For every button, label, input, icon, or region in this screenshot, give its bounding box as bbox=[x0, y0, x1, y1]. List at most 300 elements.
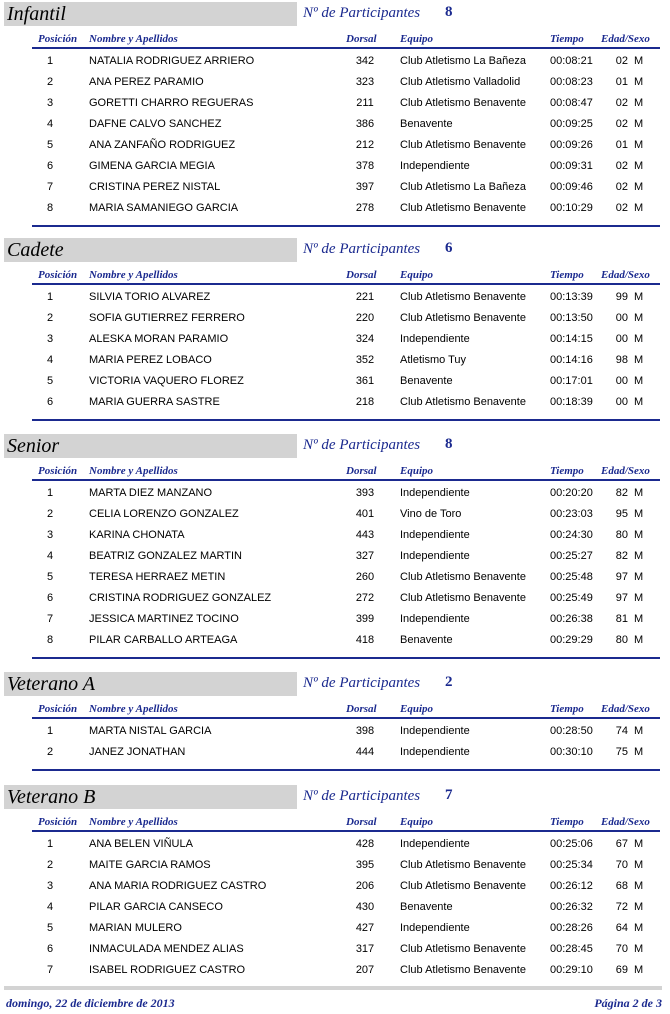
time-cell: 00:10:29 bbox=[550, 202, 593, 214]
name-cell: CRISTINA RODRIGUEZ GONZALEZ bbox=[89, 592, 272, 604]
time-cell: 00:08:23 bbox=[550, 76, 593, 88]
dorsal-cell: 401 bbox=[355, 508, 375, 520]
sex-cell: M bbox=[634, 634, 644, 646]
table-header bbox=[0, 33, 670, 46]
dorsal-cell: 323 bbox=[355, 76, 375, 88]
time-cell: 00:14:16 bbox=[550, 354, 593, 366]
time-cell: 00:13:39 bbox=[550, 291, 593, 303]
sex-cell: M bbox=[634, 964, 644, 976]
time-cell: 00:23:03 bbox=[550, 508, 593, 520]
section-bottom-rule bbox=[32, 657, 660, 659]
position-cell: 6 bbox=[46, 592, 54, 604]
name-cell: JESSICA MARTINEZ TOCINO bbox=[89, 613, 239, 625]
name-cell: PILAR GARCIA CANSECO bbox=[89, 901, 223, 913]
dorsal-cell: 361 bbox=[355, 375, 375, 387]
sex-cell: M bbox=[634, 725, 644, 737]
sex-cell: M bbox=[634, 943, 644, 955]
team-cell: Club Atletismo Benavente bbox=[400, 396, 526, 408]
sex-cell: M bbox=[634, 333, 644, 345]
participants-count: 6 bbox=[445, 240, 453, 256]
time-cell: 00:28:26 bbox=[550, 922, 593, 934]
age-cell: 02 bbox=[615, 118, 628, 130]
header-time: Tiempo bbox=[550, 465, 584, 477]
team-cell: Vino de Toro bbox=[400, 508, 462, 520]
dorsal-cell: 342 bbox=[355, 55, 375, 67]
age-cell: 70 bbox=[615, 943, 628, 955]
team-cell: Club Atletismo La Bañeza bbox=[400, 181, 526, 193]
name-cell: SOFIA GUTIERREZ FERRERO bbox=[89, 312, 245, 324]
table-row bbox=[0, 93, 670, 114]
name-cell: SILVIA TORIO ALVAREZ bbox=[89, 291, 211, 303]
footer-date: domingo, 22 de diciembre de 2013 bbox=[6, 996, 175, 1010]
category-title: Infantil bbox=[7, 3, 66, 25]
header-team: Equipo bbox=[400, 465, 434, 477]
age-cell: 00 bbox=[615, 312, 628, 324]
team-cell: Club Atletismo Benavente bbox=[400, 880, 526, 892]
team-cell: Benavente bbox=[400, 634, 453, 646]
header-dorsal: Dorsal bbox=[346, 703, 377, 715]
category-title: Veterano A bbox=[7, 673, 95, 695]
time-cell: 00:25:06 bbox=[550, 838, 593, 850]
name-cell: NATALIA RODRIGUEZ ARRIERO bbox=[89, 55, 255, 67]
dorsal-cell: 443 bbox=[355, 529, 375, 541]
time-cell: 00:17:01 bbox=[550, 375, 593, 387]
age-cell: 00 bbox=[615, 333, 628, 345]
header-age-sex: Edad/Sexo bbox=[601, 816, 650, 828]
header-age-sex: Edad/Sexo bbox=[601, 269, 650, 281]
dorsal-cell: 395 bbox=[355, 859, 375, 871]
age-cell: 75 bbox=[615, 746, 628, 758]
header-dorsal: Dorsal bbox=[346, 269, 377, 281]
name-cell: MAITE GARCIA RAMOS bbox=[89, 859, 211, 871]
time-cell: 00:29:10 bbox=[550, 964, 593, 976]
position-cell: 8 bbox=[46, 634, 54, 646]
position-cell: 1 bbox=[46, 838, 54, 850]
header-name: Nombre y Apellidos bbox=[89, 465, 178, 477]
sex-cell: M bbox=[634, 118, 644, 130]
name-cell: CELIA LORENZO GONZALEZ bbox=[89, 508, 239, 520]
position-cell: 2 bbox=[46, 76, 54, 88]
age-cell: 74 bbox=[615, 725, 628, 737]
age-cell: 72 bbox=[615, 901, 628, 913]
dorsal-cell: 444 bbox=[355, 746, 375, 758]
dorsal-cell: 272 bbox=[355, 592, 375, 604]
participants-label: Nº de Participantes bbox=[303, 437, 421, 453]
time-cell: 00:25:34 bbox=[550, 859, 593, 871]
name-cell: TERESA HERRAEZ METIN bbox=[89, 571, 226, 583]
team-cell: Independiente bbox=[400, 529, 470, 541]
table-row bbox=[0, 156, 670, 177]
age-cell: 70 bbox=[615, 859, 628, 871]
sex-cell: M bbox=[634, 859, 644, 871]
team-cell: Independiente bbox=[400, 746, 470, 758]
table-row bbox=[0, 308, 670, 329]
age-cell: 82 bbox=[615, 550, 628, 562]
team-cell: Club Atletismo La Bañeza bbox=[400, 55, 526, 67]
time-cell: 00:13:50 bbox=[550, 312, 593, 324]
header-time: Tiempo bbox=[550, 703, 584, 715]
table-row bbox=[0, 371, 670, 392]
age-cell: 81 bbox=[615, 613, 628, 625]
header-rule bbox=[32, 717, 660, 719]
name-cell: MARTA NISTAL GARCIA bbox=[89, 725, 212, 737]
age-cell: 00 bbox=[615, 396, 628, 408]
sex-cell: M bbox=[634, 139, 644, 151]
team-cell: Club Atletismo Benavente bbox=[400, 592, 526, 604]
name-cell: KARINA CHONATA bbox=[89, 529, 185, 541]
name-cell: MARIA GUERRA SASTRE bbox=[89, 396, 220, 408]
position-cell: 6 bbox=[46, 943, 54, 955]
time-cell: 00:29:29 bbox=[550, 634, 593, 646]
name-cell: INMACULADA MENDEZ ALIAS bbox=[89, 943, 244, 955]
team-cell: Club Atletismo Benavente bbox=[400, 859, 526, 871]
table-row bbox=[0, 855, 670, 876]
time-cell: 00:28:50 bbox=[550, 725, 593, 737]
age-cell: 01 bbox=[615, 139, 628, 151]
sex-cell: M bbox=[634, 901, 644, 913]
header-age-sex: Edad/Sexo bbox=[601, 33, 650, 45]
dorsal-cell: 218 bbox=[355, 396, 375, 408]
header-dorsal: Dorsal bbox=[346, 465, 377, 477]
name-cell: ANA PEREZ PARAMIO bbox=[89, 76, 204, 88]
header-team: Equipo bbox=[400, 703, 434, 715]
header-team: Equipo bbox=[400, 33, 434, 45]
team-cell: Independiente bbox=[400, 922, 470, 934]
dorsal-cell: 397 bbox=[355, 181, 375, 193]
participants-count: 8 bbox=[445, 4, 453, 20]
table-row bbox=[0, 721, 670, 742]
dorsal-cell: 206 bbox=[355, 880, 375, 892]
sex-cell: M bbox=[634, 550, 644, 562]
time-cell: 00:18:39 bbox=[550, 396, 593, 408]
position-cell: 1 bbox=[46, 487, 54, 499]
header-team: Equipo bbox=[400, 269, 434, 281]
header-name: Nombre y Apellidos bbox=[89, 703, 178, 715]
team-cell: Independiente bbox=[400, 487, 470, 499]
team-cell: Club Atletismo Benavente bbox=[400, 139, 526, 151]
age-cell: 68 bbox=[615, 880, 628, 892]
dorsal-cell: 428 bbox=[355, 838, 375, 850]
position-cell: 4 bbox=[46, 354, 54, 366]
category-title: Cadete bbox=[7, 239, 64, 261]
position-cell: 7 bbox=[46, 181, 54, 193]
sex-cell: M bbox=[634, 97, 644, 109]
sex-cell: M bbox=[634, 202, 644, 214]
table-row bbox=[0, 897, 670, 918]
time-cell: 00:24:30 bbox=[550, 529, 593, 541]
dorsal-cell: 398 bbox=[355, 725, 375, 737]
participants-label: Nº de Participantes bbox=[303, 675, 421, 691]
sex-cell: M bbox=[634, 291, 644, 303]
dorsal-cell: 207 bbox=[355, 964, 375, 976]
table-row bbox=[0, 630, 670, 651]
table-row bbox=[0, 198, 670, 219]
name-cell: CRISTINA PEREZ NISTAL bbox=[89, 181, 221, 193]
time-cell: 00:30:10 bbox=[550, 746, 593, 758]
team-cell: Independiente bbox=[400, 838, 470, 850]
table-row bbox=[0, 287, 670, 308]
name-cell: MARTA DIEZ MANZANO bbox=[89, 487, 213, 499]
position-cell: 2 bbox=[46, 859, 54, 871]
table-row bbox=[0, 72, 670, 93]
age-cell: 97 bbox=[615, 571, 628, 583]
table-row bbox=[0, 504, 670, 525]
header-rule bbox=[32, 47, 660, 49]
footer-page-number: Página 2 de 3 bbox=[594, 996, 662, 1010]
sex-cell: M bbox=[634, 880, 644, 892]
position-cell: 2 bbox=[46, 746, 54, 758]
team-cell: Club Atletismo Benavente bbox=[400, 943, 526, 955]
position-cell: 3 bbox=[46, 529, 54, 541]
table-row bbox=[0, 939, 670, 960]
time-cell: 00:09:46 bbox=[550, 181, 593, 193]
table-row bbox=[0, 742, 670, 763]
position-cell: 7 bbox=[46, 613, 54, 625]
position-cell: 4 bbox=[46, 901, 54, 913]
age-cell: 00 bbox=[615, 375, 628, 387]
dorsal-cell: 430 bbox=[355, 901, 375, 913]
sex-cell: M bbox=[634, 396, 644, 408]
age-cell: 80 bbox=[615, 529, 628, 541]
name-cell: ISABEL RODRIGUEZ CASTRO bbox=[89, 964, 246, 976]
dorsal-cell: 324 bbox=[355, 333, 375, 345]
dorsal-cell: 260 bbox=[355, 571, 375, 583]
header-team: Equipo bbox=[400, 816, 434, 828]
position-cell: 4 bbox=[46, 550, 54, 562]
team-cell: Club Atletismo Benavente bbox=[400, 312, 526, 324]
position-cell: 1 bbox=[46, 725, 54, 737]
age-cell: 01 bbox=[615, 76, 628, 88]
dorsal-cell: 211 bbox=[356, 97, 374, 109]
header-age-sex: Edad/Sexo bbox=[601, 703, 650, 715]
team-cell: Benavente bbox=[400, 375, 453, 387]
position-cell: 4 bbox=[46, 118, 54, 130]
position-cell: 7 bbox=[46, 964, 54, 976]
age-cell: 02 bbox=[615, 202, 628, 214]
name-cell: BEATRIZ GONZALEZ MARTIN bbox=[89, 550, 242, 562]
sex-cell: M bbox=[634, 375, 644, 387]
section-bottom-rule bbox=[32, 769, 660, 771]
sex-cell: M bbox=[634, 838, 644, 850]
table-row bbox=[0, 329, 670, 350]
dorsal-cell: 418 bbox=[355, 634, 375, 646]
name-cell: ANA ZANFAÑO RODRIGUEZ bbox=[89, 139, 236, 151]
position-cell: 5 bbox=[46, 571, 54, 583]
age-cell: 67 bbox=[615, 838, 628, 850]
team-cell: Independiente bbox=[400, 550, 470, 562]
name-cell: VICTORIA VAQUERO FLOREZ bbox=[89, 375, 244, 387]
name-cell: MARIA SAMANIEGO GARCIA bbox=[89, 202, 239, 214]
sex-cell: M bbox=[634, 55, 644, 67]
table-row bbox=[0, 483, 670, 504]
position-cell: 5 bbox=[46, 139, 54, 151]
team-cell: Independiente bbox=[400, 725, 470, 737]
name-cell: MARIAN MULERO bbox=[89, 922, 182, 934]
participants-label: Nº de Participantes bbox=[303, 241, 421, 257]
header-time: Tiempo bbox=[550, 33, 584, 45]
section-bottom-rule bbox=[32, 225, 660, 227]
participants-count: 2 bbox=[445, 674, 453, 690]
header-rule bbox=[32, 479, 660, 481]
table-row bbox=[0, 834, 670, 855]
time-cell: 00:09:31 bbox=[550, 160, 593, 172]
header-dorsal: Dorsal bbox=[346, 33, 377, 45]
team-cell: Club Atletismo Benavente bbox=[400, 97, 526, 109]
age-cell: 02 bbox=[615, 160, 628, 172]
name-cell: GORETTI CHARRO REGUERAS bbox=[89, 97, 254, 109]
header-position: Posición bbox=[38, 465, 78, 477]
header-name: Nombre y Apellidos bbox=[89, 33, 178, 45]
position-cell: 1 bbox=[46, 55, 54, 67]
header-position: Posición bbox=[38, 703, 78, 715]
age-cell: 69 bbox=[615, 964, 628, 976]
team-cell: Club Atletismo Benavente bbox=[400, 571, 526, 583]
team-cell: Atletismo Tuy bbox=[400, 354, 467, 366]
position-cell: 3 bbox=[46, 97, 54, 109]
dorsal-cell: 352 bbox=[355, 354, 375, 366]
name-cell: PILAR CARBALLO ARTEAGA bbox=[89, 634, 238, 646]
table-row bbox=[0, 114, 670, 135]
header-age-sex: Edad/Sexo bbox=[601, 465, 650, 477]
header-time: Tiempo bbox=[550, 816, 584, 828]
table-row bbox=[0, 177, 670, 198]
team-cell: Independiente bbox=[400, 333, 470, 345]
header-position: Posición bbox=[38, 269, 78, 281]
time-cell: 00:08:21 bbox=[550, 55, 593, 67]
position-cell: 2 bbox=[46, 312, 54, 324]
sex-cell: M bbox=[634, 571, 644, 583]
position-cell: 3 bbox=[46, 333, 54, 345]
time-cell: 00:08:47 bbox=[550, 97, 593, 109]
sex-cell: M bbox=[634, 312, 644, 324]
header-name: Nombre y Apellidos bbox=[89, 269, 178, 281]
position-cell: 5 bbox=[46, 922, 54, 934]
name-cell: GIMENA GARCIA MEGIA bbox=[89, 160, 215, 172]
time-cell: 00:09:25 bbox=[550, 118, 593, 130]
header-dorsal: Dorsal bbox=[346, 816, 377, 828]
age-cell: 82 bbox=[615, 487, 628, 499]
sex-cell: M bbox=[634, 487, 644, 499]
table-row bbox=[0, 392, 670, 413]
age-cell: 02 bbox=[615, 181, 628, 193]
table-row bbox=[0, 567, 670, 588]
age-cell: 64 bbox=[615, 922, 628, 934]
team-cell: Club Atletismo Valladolid bbox=[400, 76, 521, 88]
table-row bbox=[0, 876, 670, 897]
table-header bbox=[0, 465, 670, 478]
footer-rule bbox=[4, 986, 662, 990]
dorsal-cell: 212 bbox=[355, 139, 375, 151]
table-row bbox=[0, 960, 670, 981]
table-row bbox=[0, 609, 670, 630]
table-row bbox=[0, 546, 670, 567]
dorsal-cell: 386 bbox=[355, 118, 375, 130]
table-row bbox=[0, 918, 670, 939]
age-cell: 98 bbox=[615, 354, 628, 366]
age-cell: 02 bbox=[615, 97, 628, 109]
sex-cell: M bbox=[634, 922, 644, 934]
table-header bbox=[0, 703, 670, 716]
position-cell: 5 bbox=[46, 375, 54, 387]
position-cell: 1 bbox=[46, 291, 54, 303]
header-rule bbox=[32, 830, 660, 832]
sex-cell: M bbox=[634, 592, 644, 604]
table-row bbox=[0, 588, 670, 609]
dorsal-cell: 278 bbox=[355, 202, 375, 214]
time-cell: 00:26:12 bbox=[550, 880, 593, 892]
name-cell: JANEZ JONATHAN bbox=[89, 746, 186, 758]
team-cell: Independiente bbox=[400, 160, 470, 172]
dorsal-cell: 378 bbox=[355, 160, 375, 172]
name-cell: DAFNE CALVO SANCHEZ bbox=[89, 118, 222, 130]
age-cell: 99 bbox=[615, 291, 628, 303]
age-cell: 80 bbox=[615, 634, 628, 646]
name-cell: ANA BELEN VIÑULA bbox=[89, 838, 193, 850]
section-bottom-rule bbox=[32, 419, 660, 421]
dorsal-cell: 317 bbox=[355, 943, 375, 955]
dorsal-cell: 220 bbox=[355, 312, 375, 324]
team-cell: Club Atletismo Benavente bbox=[400, 291, 526, 303]
time-cell: 00:25:48 bbox=[550, 571, 593, 583]
team-cell: Club Atletismo Benavente bbox=[400, 202, 526, 214]
header-position: Posición bbox=[38, 816, 78, 828]
dorsal-cell: 427 bbox=[355, 922, 375, 934]
position-cell: 6 bbox=[46, 160, 54, 172]
age-cell: 95 bbox=[615, 508, 628, 520]
time-cell: 00:26:32 bbox=[550, 901, 593, 913]
header-position: Posición bbox=[38, 33, 78, 45]
table-row bbox=[0, 135, 670, 156]
category-title: Senior bbox=[7, 435, 60, 457]
time-cell: 00:28:45 bbox=[550, 943, 593, 955]
category-title: Veterano B bbox=[7, 786, 96, 808]
table-row bbox=[0, 350, 670, 371]
participants-label: Nº de Participantes bbox=[303, 5, 421, 21]
age-cell: 02 bbox=[615, 55, 628, 67]
position-cell: 3 bbox=[46, 880, 54, 892]
team-cell: Benavente bbox=[400, 118, 453, 130]
name-cell: ALESKA MORAN PARAMIO bbox=[89, 333, 229, 345]
sex-cell: M bbox=[634, 746, 644, 758]
age-cell: 97 bbox=[615, 592, 628, 604]
participants-label: Nº de Participantes bbox=[303, 788, 421, 804]
participants-count: 8 bbox=[445, 436, 453, 452]
team-cell: Benavente bbox=[400, 901, 453, 913]
sex-cell: M bbox=[634, 181, 644, 193]
dorsal-cell: 399 bbox=[355, 613, 375, 625]
sex-cell: M bbox=[634, 529, 644, 541]
time-cell: 00:20:20 bbox=[550, 487, 593, 499]
dorsal-cell: 327 bbox=[355, 550, 375, 562]
time-cell: 00:25:49 bbox=[550, 592, 593, 604]
time-cell: 00:25:27 bbox=[550, 550, 593, 562]
team-cell: Independiente bbox=[400, 613, 470, 625]
header-name: Nombre y Apellidos bbox=[89, 816, 178, 828]
time-cell: 00:26:38 bbox=[550, 613, 593, 625]
name-cell: MARIA PEREZ LOBACO bbox=[89, 354, 212, 366]
position-cell: 8 bbox=[46, 202, 54, 214]
header-rule bbox=[32, 283, 660, 285]
position-cell: 2 bbox=[46, 508, 54, 520]
table-row bbox=[0, 51, 670, 72]
table-row bbox=[0, 525, 670, 546]
sex-cell: M bbox=[634, 613, 644, 625]
table-header bbox=[0, 269, 670, 282]
sex-cell: M bbox=[634, 160, 644, 172]
dorsal-cell: 221 bbox=[355, 291, 375, 303]
dorsal-cell: 393 bbox=[355, 487, 375, 499]
sex-cell: M bbox=[634, 354, 644, 366]
